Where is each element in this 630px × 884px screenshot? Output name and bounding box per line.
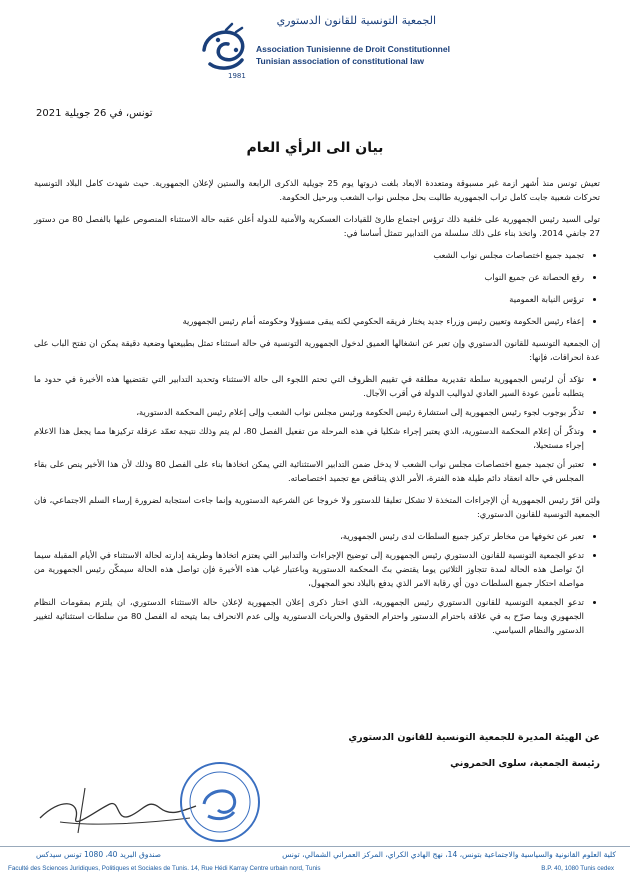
footer-po-box-french: B.P. 40, 1080 Tunis cedex xyxy=(541,865,614,872)
paragraph: تعيش تونس منذ أشهر ازمة غير مسبوقة ومتعددة الابعاد بلغت ذروتها يوم 25 جويلية الذكرى الرابعة والستين لإعلان الجمهورية. حيث شهدت كامل البلاد التونسية تحركات شعبية جابت كامل تراب الجمهورية طالبت بحل مجلس نواب الشعب وبرحيل الحكومة. xyxy=(34,178,600,202)
org-name-english: Tunisian association of constitutional law xyxy=(256,56,424,66)
document-body xyxy=(34,176,600,645)
handwritten-signature-icon xyxy=(30,778,200,838)
document-title: بيان الى الرأي العام xyxy=(246,140,384,156)
list-item: • ترؤس النيابة العمومية xyxy=(34,292,584,306)
positions-list xyxy=(34,372,600,485)
paragraph: إن الجمعية التونسية للقانون الدستوري وإن تعبر عن انشغالها العميق لدخول الجمهورية التونسية في حالة استثناء تمثل بطبيعتها وضعية دقيقة يمكن ان تفتح الباب على عدة انحرافات، فإنها: xyxy=(34,338,600,362)
list-item: • تذكّر بوجوب لجوء رئيس الجمهورية إلى استشارة رئيس الحكومة ورئيس مجلس نواب الشعب وإلى إعلام رئيس المحكمة الدستورية، xyxy=(34,405,584,419)
association-stamp-icon xyxy=(178,760,262,844)
footer-po-box-arabic: صندوق البريد 40، 1080 تونس سيدكس xyxy=(36,850,162,859)
list-item: • تدعو الجمعية التونسية للقانون الدستوري رئيس الجمهورية إلى توضيح الإجراءات والتدابير التي يعتزم اتخاذها وطريقة إدارته لحالة الاستثناء في الأيام المقبلة سيما انّ تواصل هذه الحالة لمدة تتجاوز الثلاثين يوما يقتضي بتّ المحكمة الدستورية وباعتبار غياب هذه الأخيرة فإن تواصل هذه الحالة سيمكّن رئيس الجمهورية من مواصلة احتكار جميع السلطات دون أي رقابة الامر الذي يدفع بالبلاد نحو المجهول، xyxy=(34,548,584,590)
paragraph: تولى السيد رئيس الجمهورية على خلفية ذلك ترؤس اجتماع طارئ للقيادات العسكرية والأمنية للدولة أعلن عقبه حالة الاستثناء المنصوص عليها بالفصل 80 من دستور 27 جانفي 2014. واتخذ بناء على ذلك سلسلة من التدابير تتمثل أساسا في: xyxy=(34,214,600,238)
list-item: • إعفاء رئيس الحكومة وتعيين رئيس وزراء جديد يختار فريقه الحكومي لكنه يبقى مسؤولا وحكومته أمام رئيس الجمهورية xyxy=(34,314,584,328)
logo-year: 1981 xyxy=(228,72,246,80)
list-item: • تعبر عن تخوفها من مخاطر تركيز جميع السلطات لدى رئيس الجمهورية، xyxy=(34,529,584,543)
list-item: • تدعو الجمعية التونسية للقانون الدستوري رئيس الجمهورية، الذي اختار ذكرى إعلان الجمهورية لإعلان حالة الاستثناء الدستوري، ان يلتزم بمقومات النظام الجمهوري وبما صرّح به في علاقة باحترام الدستور واحترام الحقوق والحريات الدستورية وإلى عدم الانحراف بما يتيحه له الفصل 80 من سلطات استثنائية لتغيير الدستور والنظام السياسي. xyxy=(34,595,584,637)
document-date: تونس، في 26 جويلية 2021 xyxy=(36,108,153,119)
signatory-president: رئيسة الجمعية، سلوى الحمروني xyxy=(450,758,600,769)
footer-address-arabic: كلية العلوم القانونية والسياسية والاجتماعية بتونس، 14، نهج الهادي الكراي، المركز العمراني الشمالي، تونس xyxy=(282,850,616,859)
org-name-french: Association Tunisienne de Droit Constitutionnel xyxy=(256,44,450,54)
org-name-arabic: الجمعية التونسية للقانون الدستوري xyxy=(276,14,436,27)
footer-divider xyxy=(0,846,630,847)
footer-address-french: Faculté des Sciences Juridiques, Politiques et Sociales de Tunis. 14, Rue Hédi Karray Centre urbain nord, Tunis xyxy=(8,865,321,872)
list-item: • تعتبر أن تجميد جميع اختصاصات مجلس نواب الشعب لا يدخل ضمن التدابير الاستثنائية التي يمكن اتخاذها بناء على الفصل 80 وذلك لأن هذا الأخير ينص على بقاء المجلس في حالة انعقاد دائم طيلة هذه الفترة، الأمر الذي يتناقض مع تجميد اختصاصاته. xyxy=(34,457,584,485)
list-item: • وتذكّر أن إعلام المحكمة الدستورية، الذي يعتبر إجراء شكليا في هذه المرحلة من تفعيل الفصل 80، لم يتم وذلك نتيجة تعمّد عرقلة تركيزها مما يجعل هذا الاعلام إجراء مستحيلا، xyxy=(34,424,584,452)
list-item: • تجميد جميع اختصاصات مجلس نواب الشعب xyxy=(34,248,584,262)
paragraph: ولئن اقرّ رئيس الجمهورية أن الإجراءات المتخذة لا تشكل تعليقا للدستور ولا خروجا عن الشرعية الدستورية وإنما جاءت استجابة لضرورة إرساء السلم الاجتماعي، فان الجمعية التونسية للقانون الدستوري: xyxy=(34,495,600,519)
list-item: • رفع الحصانة عن جميع النواب xyxy=(34,270,584,284)
measures-list xyxy=(34,248,600,328)
concerns-list xyxy=(34,529,600,637)
list-item: • تؤكد أن لرئيس الجمهورية سلطة تقديرية مطلقة في تقييم الظروف التي تحتم اللجوء الى حالة الاستثناء وتحديد التدابير التي تقتضيها هذه الأخيرة في حدود ما يتطلبه تأمين عودة السير العادي لدواليب الدولة في أقرب الآجال. xyxy=(34,372,584,400)
signatory-body: عن الهيئة المديرة للجمعية التونسية للقانون الدستوري xyxy=(348,732,600,743)
